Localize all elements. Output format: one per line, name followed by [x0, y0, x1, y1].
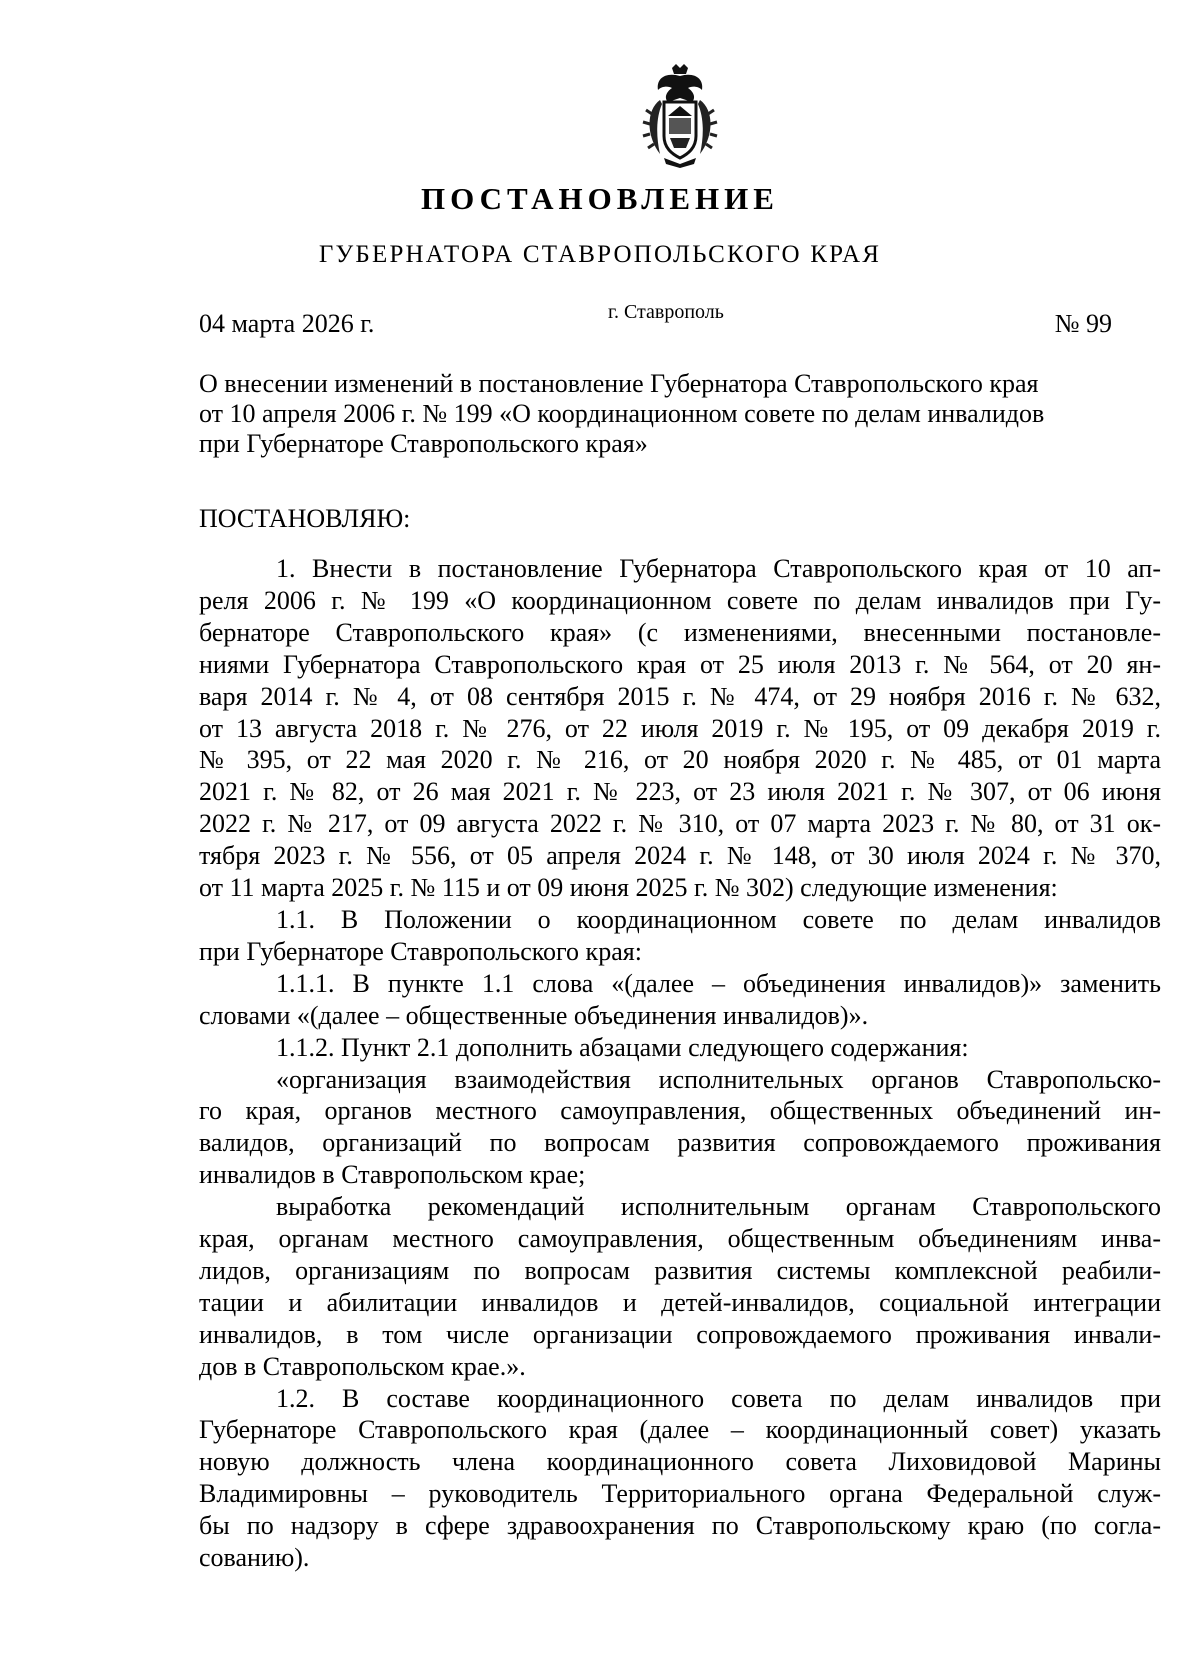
body-line: лидов, организациям по вопросам развития системы комплексной реабили-: [199, 1255, 1161, 1285]
body-line: бернаторе Ставропольского края» (с изменениями, внесенными постановле-: [199, 617, 1161, 647]
body-line: 1.1.1. В пункте 1.1 слова «(далее – объединения инвалидов)» заменить: [276, 968, 1161, 998]
document-title: ПОСТАНОВЛЕНИЕ: [421, 181, 779, 216]
document-city: г. Ставрополь: [608, 301, 724, 323]
coat-of-arms-icon: [636, 64, 724, 168]
body-line: № 395, от 22 мая 2020 г. № 216, от 20 ноября 2020 г. № 485, от 01 марта: [199, 745, 1161, 775]
body-line: Губернаторе Ставропольского края (далее – координационный совет) указать: [199, 1415, 1161, 1445]
body-line: 2021 г. № 82, от 26 мая 2021 г. № 223, от 23 июля 2021 г. № 307, от 06 июня: [199, 777, 1161, 807]
body-line: валидов, организаций по вопросам развития сопровождаемого проживания: [199, 1128, 1161, 1158]
body-line: инвалидов, в том числе организации сопровождаемого проживания инвали-: [199, 1319, 1161, 1349]
subject-line: от 10 апреля 2006 г. № 199 «О координационном совете по делам инвалидов: [199, 399, 1045, 428]
body-line: при Губернаторе Ставропольского края:: [199, 936, 642, 966]
body-line: варя 2014 г. № 4, от 08 сентября 2015 г. № 474, от 29 ноября 2016 г. № 632,: [199, 681, 1161, 711]
body-line: 1.1. В Положении о координационном совете по делам инвалидов: [276, 904, 1161, 934]
subject-line: О внесении изменений в постановление Губернатора Ставропольского края: [199, 369, 1039, 398]
body-line: инвалидов в Ставропольском крае;: [199, 1160, 586, 1190]
body-line: бы по надзору в сфере здравоохранения по Ставропольскому краю (по согла-: [199, 1511, 1161, 1541]
decree-heading: ПОСТАНОВЛЯЮ:: [199, 504, 411, 533]
body-line: сованию).: [199, 1543, 310, 1573]
body-line: ниями Губернатора Ставропольского края от 25 июля 2013 г. № 564, от 20 ян-: [199, 649, 1161, 679]
body-line: словами «(далее – общественные объединения инвалидов)».: [199, 1000, 869, 1030]
body-line: 2022 г. № 217, от 09 августа 2022 г. № 310, от 07 марта 2023 г. № 80, от 31 ок-: [199, 809, 1161, 839]
body-line: от 13 августа 2018 г. № 276, от 22 июля 2019 г. № 195, от 09 декабря 2019 г.: [199, 713, 1161, 743]
body-line: Владимировны – руководитель Территориального органа Федеральной служ-: [199, 1479, 1161, 1509]
body-line: тября 2023 г. № 556, от 05 апреля 2024 г. № 148, от 30 июля 2024 г. № 370,: [199, 841, 1161, 871]
body-line: тации и абилитации инвалидов и детей-инвалидов, социальной интеграции: [199, 1287, 1161, 1317]
document-issuer: ГУБЕРНАТОРА СТАВРОПОЛЬСКОГО КРАЯ: [318, 241, 882, 268]
body-line: 1. Внести в постановление Губернатора Ставропольского края от 10 ап-: [276, 554, 1161, 583]
body-line: го края, органов местного самоуправления, общественных объединений ин-: [199, 1096, 1161, 1126]
body-line: выработка рекомендаций исполнительным органам Ставропольского: [276, 1192, 1161, 1222]
document-subject: [199, 369, 1161, 459]
body-line: от 11 марта 2025 г. № 115 и от 09 июня 2025 г. № 302) следующие изменения:: [199, 873, 1058, 903]
body-line: 1.2. В составе координационного совета по делам инвалидов при: [276, 1383, 1161, 1413]
body-line: дов в Ставропольском крае.».: [199, 1351, 526, 1381]
body-line: 1.1.2. Пункт 2.1 дополнить абзацами следующего содержания:: [276, 1032, 969, 1062]
subject-line: при Губернаторе Ставропольского края»: [199, 429, 648, 458]
document-body: [199, 553, 1161, 1574]
body-line: края, органам местного самоуправления, общественным объединениям инва-: [199, 1224, 1161, 1254]
body-line: новую должность члена координационного совета Лиховидовой Марины: [199, 1447, 1161, 1477]
body-line: «организация взаимодействия исполнительных органов Ставропольско-: [276, 1064, 1161, 1094]
body-line: реля 2006 г. № 199 «О координационном совете по делам инвалидов при Гу-: [199, 585, 1161, 615]
document-number: № 99: [1054, 309, 1112, 338]
document-date: 04 марта 2026 г.: [199, 309, 375, 338]
